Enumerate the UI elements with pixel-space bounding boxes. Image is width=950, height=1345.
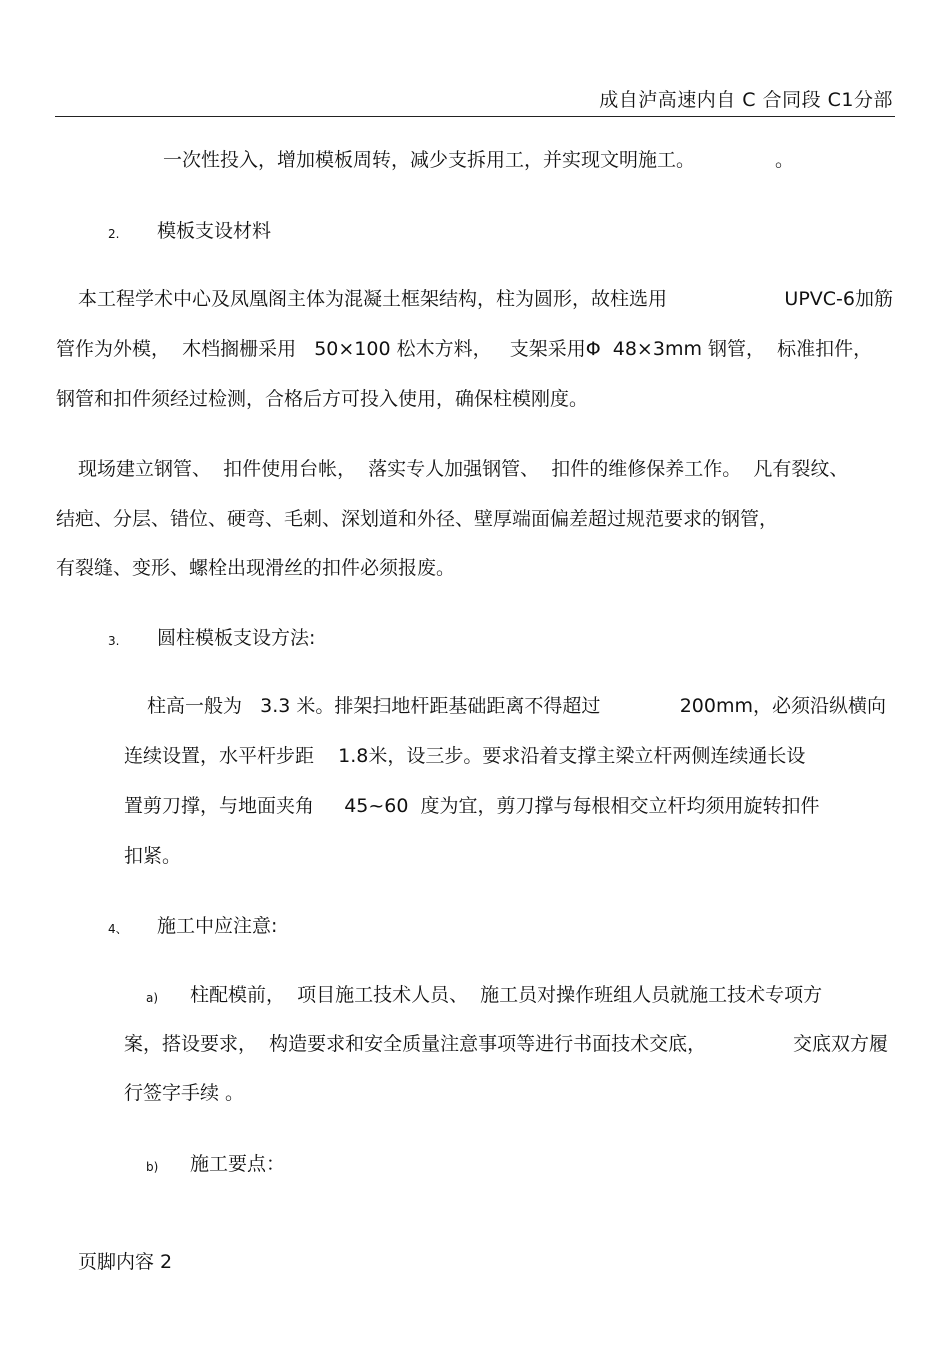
paragraph-1-line-2: 管作为外模， 木档搁栅采用 50×100 松木方料， 支架采用Φ 48×3mm 钢管， 标准扣件， [56,338,873,360]
section-3-number: 3. [108,634,120,648]
paragraph-3-line-2: 连续设置，水平杆步距 1.8米，设三步。要求沿着支撑主梁立杆两侧连续通长设 [124,745,806,767]
item-a-line-1: 柱配模前， 项目施工技术人员、 施工员对操作班组人员就施工技术专项方 [190,984,823,1006]
item-a-line-3: 行签字手续 。 [124,1082,245,1104]
header-divider [55,116,895,117]
item-a-line-2-end: 交底双方履 [792,1033,888,1055]
paragraph-3-line-1: 柱高一般为 3.3 米。排架扫地杆距基础距离不得超过 [147,695,601,717]
section-2-number: 2. [108,227,120,241]
paragraph-2-line-2: 结疤、分层、错位、硬弯、毛刺、深划道和外径、壁厚端面偏差超过规范要求的钢管， [56,508,779,530]
item-b-label: b) [146,1160,159,1174]
item-a-label: a) [146,991,159,1005]
paragraph-3-line-4: 扣紧。 [124,845,182,867]
intro-line: 一次性投入，增加模板周转，减少支拆用工，并实现文明施工。 [163,149,696,171]
intro-line-end: 。 [775,149,795,171]
item-b-title: 施工要点： [190,1153,286,1175]
item-a-line-2: 案，搭设要求， 构造要求和安全质量注意事项等进行书面技术交底， [124,1033,707,1055]
section-4-title: 施工中应注意: [157,915,278,937]
section-4-number: 4、 [108,922,128,936]
paragraph-3-line-1-end: 200mm，必须沿纵横向 [679,695,886,717]
paragraph-1-line-1: 本工程学术中心及凤凰阁主体为混凝土框架结构，柱为圆形，故柱选用 [78,288,668,310]
paragraph-1-line-3: 钢管和扣件须经过检测，合格后方可投入使用，确保柱模刚度。 [56,388,589,410]
section-2-title: 模板支设材料 [157,220,272,242]
paragraph-2-line-3: 有裂缝、变形、螺栓出现滑丝的扣件必须报废。 [56,557,456,579]
paragraph-3-line-3: 置剪刀撑，与地面夹角 45~60 度为宜，剪刀撑与每根相交立杆均须用旋转扣件 [124,795,820,817]
page-header-title: 成自泸高速内自 C 合同段 C1分部 [599,89,893,111]
paragraph-2-line-1: 现场建立钢管、 扣件使用台帐， 落实专人加强钢管、 扣件的维修保养工作。 凡有裂纹、 [78,458,849,480]
section-3-title: 圆柱模板支设方法: [157,627,316,649]
paragraph-1-line-1-end: UPVC-6加筋 [784,288,893,310]
page-footer: 页脚内容 2 [78,1251,173,1273]
